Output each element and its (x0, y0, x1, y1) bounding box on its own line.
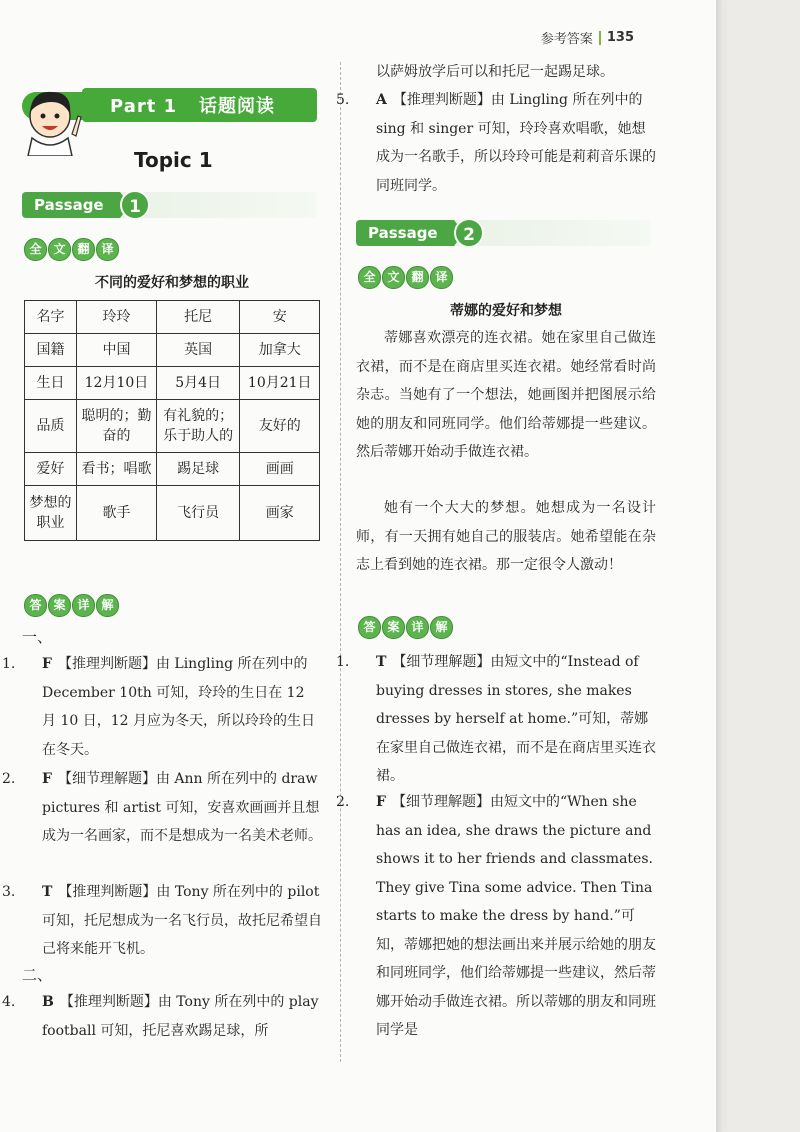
answer-number: 4. (2, 994, 16, 1010)
table-row (25, 453, 320, 486)
table-cell: 12月10日 (77, 367, 157, 400)
badge-char: 解 (430, 616, 453, 639)
answer-letter: T (42, 884, 53, 900)
column-divider (340, 62, 341, 1062)
table-row (25, 400, 320, 453)
passage-label: Passage (356, 220, 454, 246)
table-cell: 生日 (25, 367, 77, 400)
badge-char: 文 (382, 266, 405, 289)
answer-number: 2. (2, 771, 16, 787)
badge-char: 全 (24, 238, 47, 261)
table-cell: 名字 (25, 301, 77, 334)
answer-badge (358, 616, 453, 639)
table-cell: 踢足球 (156, 453, 240, 486)
answer-letter: B (42, 994, 54, 1010)
translation-badge (358, 266, 453, 289)
answer-body (2, 878, 322, 964)
table-row (25, 334, 320, 367)
passage-title: 蒂娜的爱好和梦想 (450, 303, 562, 319)
answer-body (2, 765, 322, 851)
badge-char: 全 (358, 266, 381, 289)
answer-body (336, 86, 656, 200)
table-cell: 安 (240, 301, 320, 334)
answer-number: 2. (336, 794, 350, 810)
table-cell: 聪明的；勤奋的 (77, 400, 157, 453)
table-cell: 友好的 (240, 400, 320, 453)
answer-text: 【推理判断题】由 Lingling 所在列中的 December 10th 可知，玲玲的生日在 12 月 10 日，12 月应为冬天，所以玲玲的生日在冬天。 (42, 656, 315, 758)
passage-paragraph-1: 蒂娜喜欢漂亮的连衣裙。她在家里自己做连衣裙，而不是在商店里买连衣裙。她经常看时尚杂志。当她有了一个想法，她画图并把图展示给她的朋友和同班同学。他们给蒂娜提一些建议。然后蒂娜开始动手做连衣裙。 (356, 330, 656, 460)
answer-letter: F (376, 794, 386, 810)
answer-letter: F (42, 771, 52, 787)
passage-label: Passage (22, 192, 120, 218)
part-number: Part 1 (110, 96, 178, 117)
answer-number: 5. (336, 92, 350, 108)
answer-item-2 (2, 765, 322, 851)
table-cell: 中国 (77, 334, 157, 367)
passage-2-header (356, 218, 651, 248)
table-cell: 看书；唱歌 (77, 453, 157, 486)
badge-char: 案 (48, 594, 71, 617)
badge-char: 案 (382, 616, 405, 639)
answer-badge (24, 594, 119, 617)
cartoon-boy-icon (22, 86, 82, 156)
table-cell: 品质 (25, 400, 77, 453)
table-cell: 5月4日 (156, 367, 240, 400)
table-row (25, 486, 320, 541)
badge-char: 文 (48, 238, 71, 261)
answer-item-r2 (336, 788, 656, 1045)
answer-item-5 (336, 86, 656, 200)
table-cell: 玲玲 (77, 301, 157, 334)
answer-text: 【细节理解题】由 Ann 所在列中的 draw pictures 和 artist 可知，安喜欢画画并且想成为一名画家，而不是想成为一名美术老师。 (42, 771, 322, 844)
translation-badge (24, 238, 119, 261)
answer-text: 【细节理解题】由短文中的“Instead of buying dresses in stores, she makes dresses by herself at home.”可知，蒂娜在家里自己做连衣裙，而不是在商店里买连衣裙。 (376, 654, 656, 784)
table-cell: 画家 (240, 486, 320, 541)
table-cell: 英国 (156, 334, 240, 367)
continuation-text: 以萨姆放学后可以和托尼一起踢足球。 (376, 64, 614, 80)
answer-number: 3. (2, 884, 16, 900)
answer-letter: F (42, 656, 52, 672)
page-edge-shadow (716, 0, 724, 1132)
section-two-heading: 二、 (22, 966, 53, 984)
page-header (541, 28, 634, 47)
badge-char: 译 (96, 238, 119, 261)
table-cell: 爱好 (25, 453, 77, 486)
answer-body (336, 648, 656, 791)
answer-item-1 (2, 650, 322, 764)
part-banner (22, 88, 317, 124)
header-label: 参考答案 (540, 32, 593, 47)
section-one-heading: 一、 (22, 628, 53, 646)
badge-char: 翻 (406, 266, 429, 289)
table-cell: 加拿大 (240, 334, 320, 367)
passage-paragraph-2: 她有一个大大的梦想。她想成为一名设计师，有一天拥有她自己的服装店。她希望能在杂志上看到她的连衣裙。那一定很令人激动！ (356, 500, 656, 573)
page-number: 135 (606, 30, 634, 45)
table-row (25, 301, 320, 334)
badge-char: 详 (406, 616, 429, 639)
answer-body (2, 650, 322, 764)
answer-item-4 (2, 988, 322, 1045)
answer-letter: T (376, 654, 387, 670)
badge-char: 译 (430, 266, 453, 289)
answer-letter: A (376, 92, 387, 108)
badge-char: 解 (96, 594, 119, 617)
table-cell: 有礼貌的；乐于助人的 (156, 400, 240, 453)
table-cell: 托尼 (156, 301, 240, 334)
table-cell: 梦想的职业 (25, 486, 77, 541)
passage-number: 2 (454, 218, 484, 248)
header-divider (599, 31, 601, 45)
answer-text: 【推理判断题】由 Tony 所在列中的 pilot 可知，托尼想成为一名飞行员，故托尼希望自己将来能开飞机。 (42, 884, 322, 957)
table-cell: 10月21日 (240, 367, 320, 400)
table-cell: 飞行员 (156, 486, 240, 541)
answer-item-r1 (336, 648, 656, 791)
part-topic: 话题阅读 (198, 96, 275, 117)
profile-table (24, 300, 320, 541)
answer-body (336, 788, 656, 1045)
passage-number: 1 (120, 190, 150, 220)
answer-text: 【推理判断题】由 Lingling 所在列中的 sing 和 singer 可知，玲玲喜欢唱歌，她想成为一名歌手，所以玲玲可能是莉莉音乐课的同班同学。 (376, 92, 656, 194)
answer-body (2, 988, 322, 1045)
badge-char: 翻 (72, 238, 95, 261)
table-cell: 歌手 (77, 486, 157, 541)
answer-number: 1. (2, 656, 16, 672)
table-row (25, 367, 320, 400)
answer-text: 【推理判断题】由 Tony 所在列中的 play football 可知，托尼喜欢踢足球，所 (42, 994, 319, 1039)
table-title: 不同的爱好和梦想的职业 (95, 275, 249, 291)
part-title (110, 92, 275, 118)
answer-text: 【细节理解题】由短文中的“When she has an idea, she draws the picture and shows it to her friends and classmates. They give Tina some advice. Then Tina starts to make the dress by hand.”可知，蒂娜把她的想法画出来并展示给她的朋友和同班同学，他们给蒂娜提一些建议，然后蒂娜开始动手做连衣裙。所以蒂娜的朋友和同班同学是 (376, 794, 656, 1038)
answer-number: 1. (336, 654, 350, 670)
topic-title: Topic 1 (134, 148, 213, 172)
table-cell: 国籍 (25, 334, 77, 367)
answer-item-3 (2, 878, 322, 964)
badge-char: 答 (24, 594, 47, 617)
badge-char: 详 (72, 594, 95, 617)
passage-1-header (22, 190, 317, 220)
badge-char: 答 (358, 616, 381, 639)
table-cell: 画画 (240, 453, 320, 486)
